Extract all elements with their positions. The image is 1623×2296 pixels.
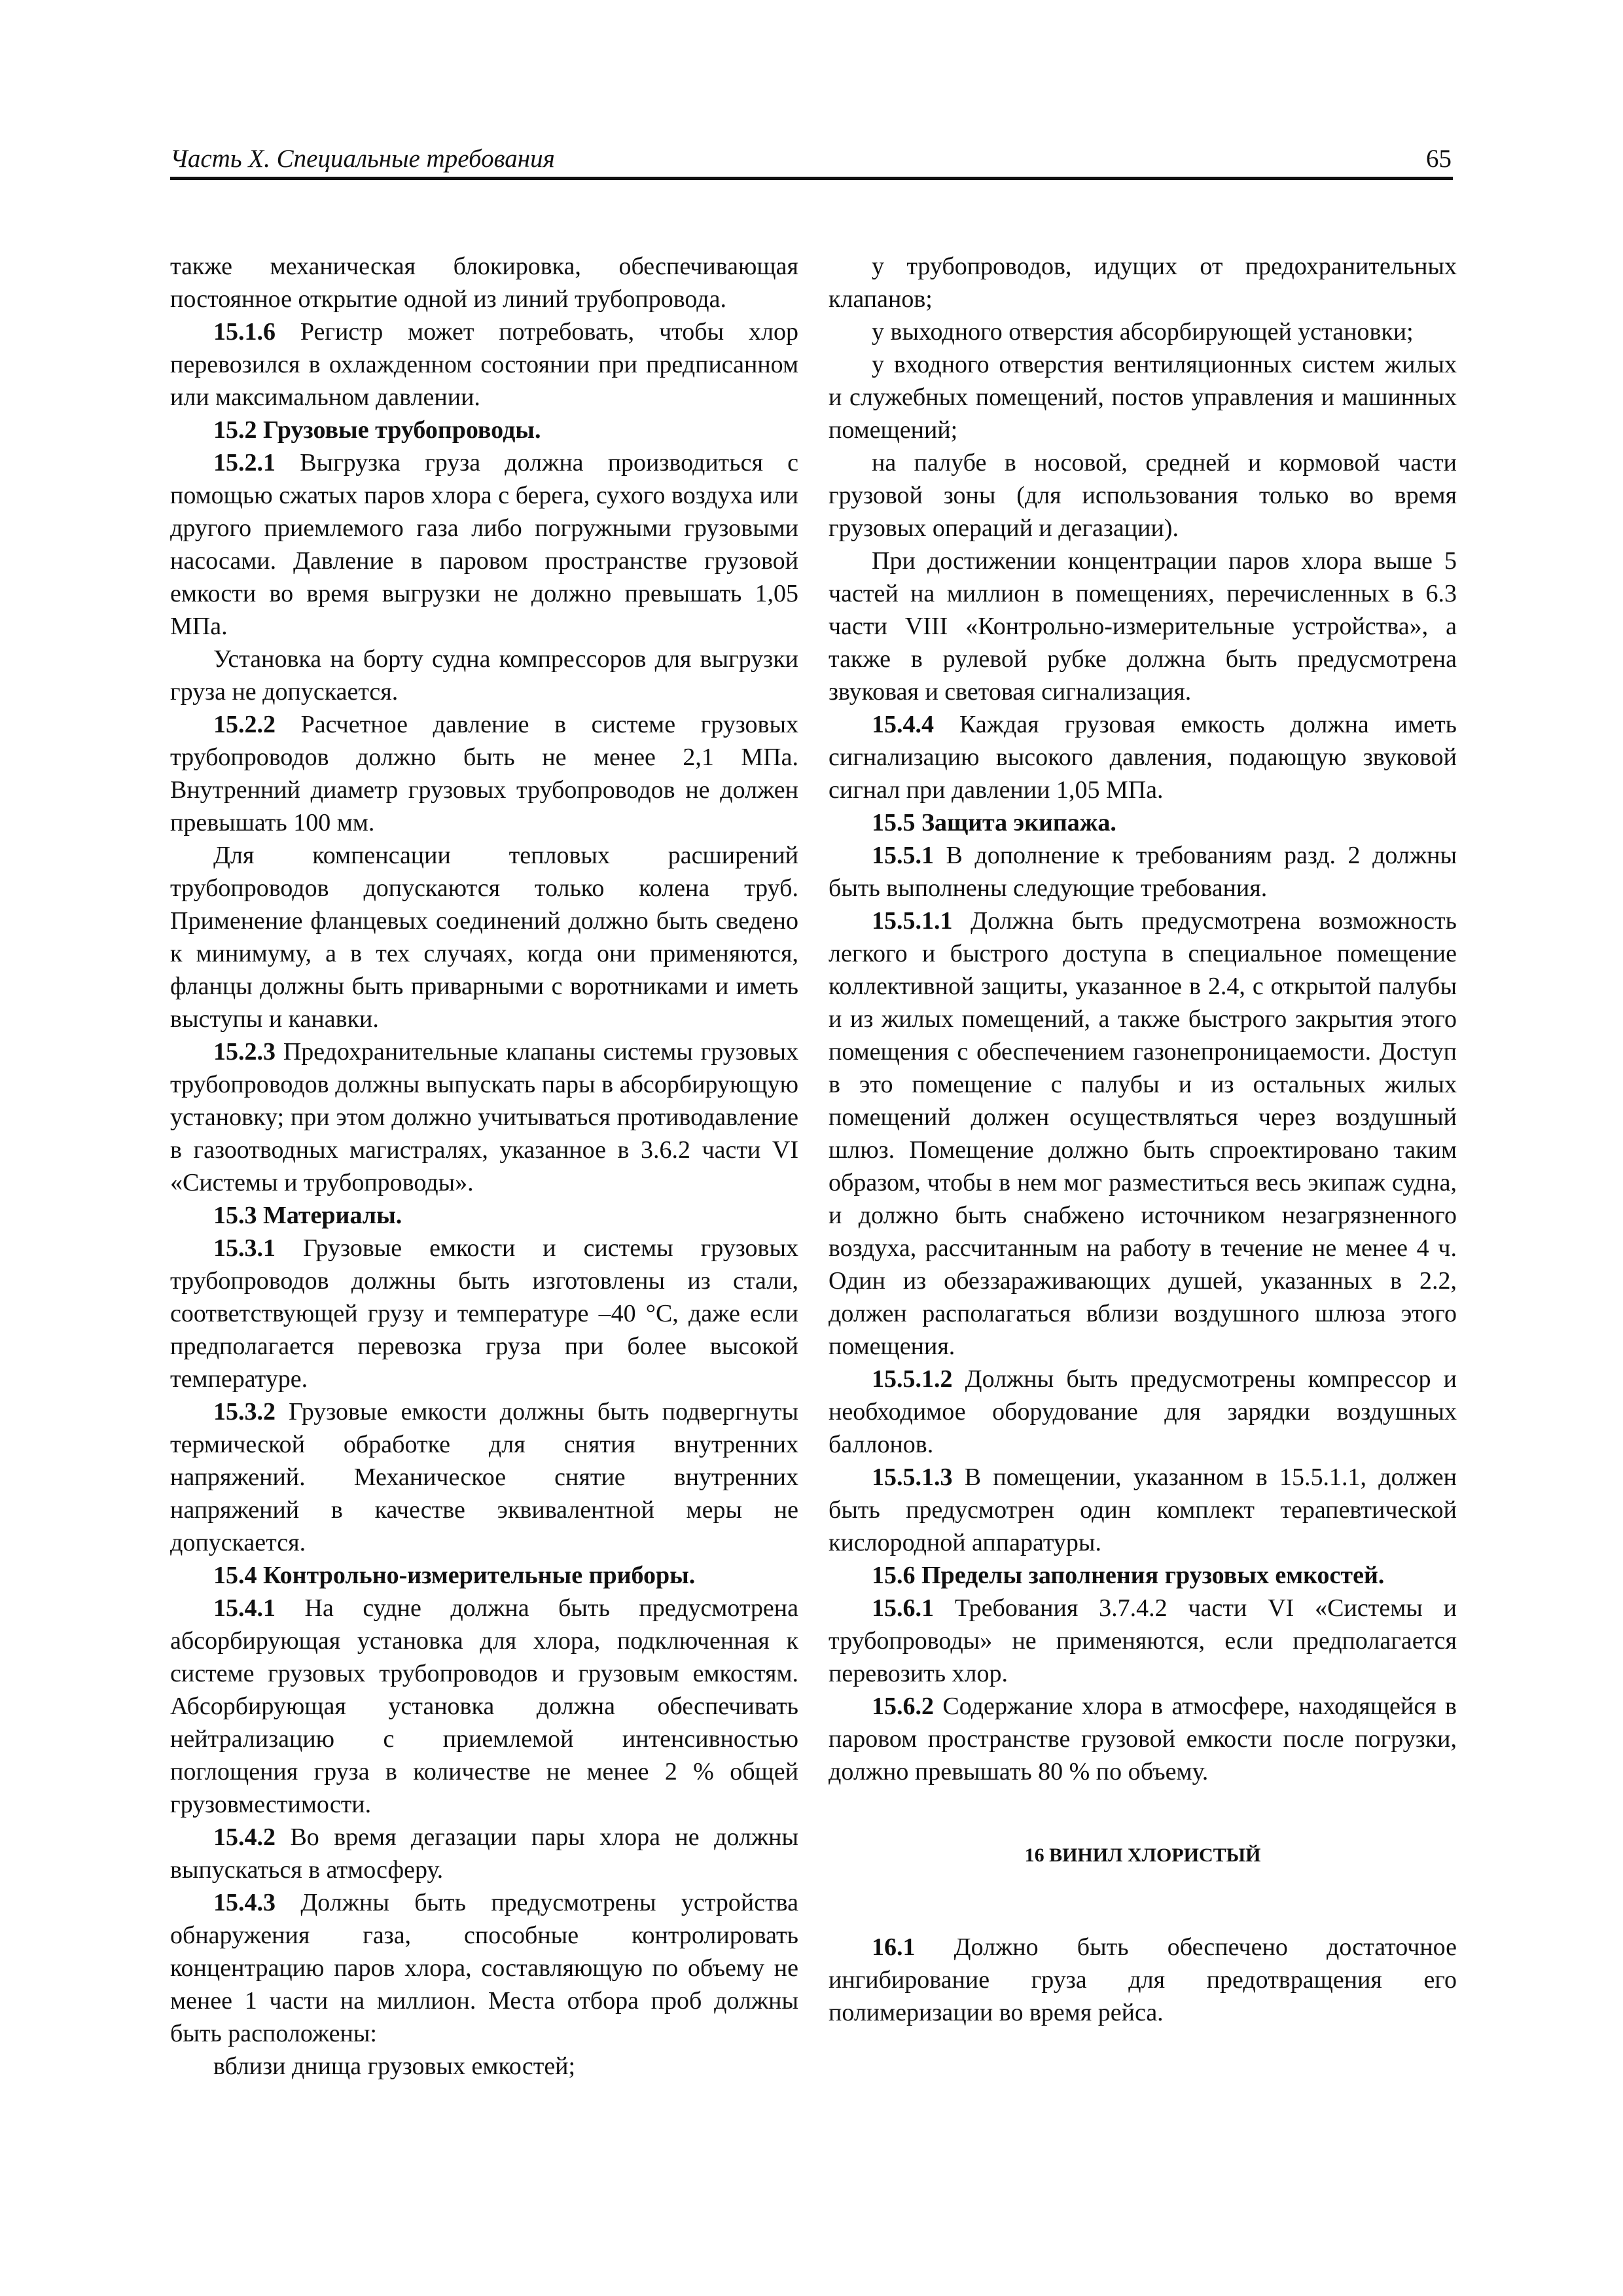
paragraph: у выходного отверстия абсорбирующей установки;: [872, 318, 1414, 346]
paragraph: 15.5.1.2 Должны быть предусмотрены компрессор и необходимое оборудование для зарядки воздушных баллонов.: [829, 1365, 1457, 1458]
left-column: [170, 250, 798, 2083]
paragraph: 15.3.2 Грузовые емкости должны быть подвергнуты термической обработке для снятия внутренних напряжений. Механическое снятие внутренних напряжений в качестве эквивалентной меры не допускается.: [170, 1398, 798, 1556]
page-number: 65: [1426, 145, 1452, 173]
paragraph: 15.5.1.3 В помещении, указанном в 15.5.1.1, должен быть предусмотрен один комплект терапевтической кислородной аппаратуры.: [829, 1463, 1457, 1556]
paragraph: на палубе в носовой, средней и кормовой части грузовой зоны (для использования только во время грузовых операций и дегазации).: [829, 449, 1457, 542]
paragraph: 15.3.1 Грузовые емкости и системы грузовых трубопроводов должны быть изготовлены из стали, соответствующей грузу и температуре –40 °С, даже если предполагается перевозка груза при более высокой температуре.: [170, 1234, 798, 1393]
paragraph: у трубопроводов, идущих от предохранительных клапанов;: [829, 253, 1457, 313]
paragraph: 15.2.2 Расчетное давление в системе грузовых трубопроводов должно быть не менее 2,1 МПа. Внутренний диаметр грузовых трубопроводов не должен превышать 100 мм.: [170, 711, 798, 836]
paragraph: 15.4.1 На судне должна быть предусмотрена абсорбирующая установка для хлора, подключенная к системе грузовых трубопроводов и грузовым емкостям. Абсорбирующая установка должна обеспечивать нейтрализацию с приемлемой интенсивностью поглощения груза в количестве не менее 2 % общей грузовместимости.: [170, 1594, 798, 1818]
paragraph: 15.2.1 Выгрузка груза должна производиться с помощью сжатых паров хлора с берега, сухого воздуха или другого приемлемого газа либо погружными грузовыми насосами. Давление в паровом пространстве грузовой емкости во время выгрузки не должно превышать 1,05 МПа.: [170, 449, 798, 640]
section-heading-15-6: 15.6 Пределы заполнения грузовых емкостей.: [872, 1562, 1385, 1589]
paragraph: 15.5.1 В дополнение к требованиям разд. 2 должны быть выполнены следующие требования.: [829, 842, 1457, 902]
paragraph: Для компенсации тепловых расширений трубопроводов допускаются только колена труб. Применение фланцевых соединений должно быть сведено к минимуму, а в тех случаях, когда они применяются, фланцы должны быть приварными с воротниками и иметь выступы и канавки.: [170, 842, 798, 1033]
section-heading-15-4: 15.4 Контрольно-измерительные приборы.: [213, 1562, 696, 1589]
paragraph: 15.4.2 Во время дегазации пары хлора не должны выпускаться в атмосферу.: [170, 1823, 798, 1884]
header-title: Часть X. Специальные требования: [170, 145, 555, 173]
paragraph: 15.4.4 Каждая грузовая емкость должна иметь сигнализацию высокого давления, подающую звуковой сигнал при давлении 1,05 МПа.: [829, 711, 1457, 804]
paragraph: 16.1 Должно быть обеспечено достаточное ингибирование груза для предотвращения его полимеризации во время рейса.: [829, 1933, 1457, 2026]
paragraph: 15.6.2 Содержание хлора в атмосфере, находящейся в паровом пространстве грузовой емкости после погрузки, должно превышать 80 % по объему.: [829, 1693, 1457, 1785]
chapter-heading-16: 16 ВИНИЛ ХЛОРИСТЫЙ: [1024, 1844, 1261, 1866]
paragraph: Установка на борту судна компрессоров для выгрузки груза не допускается.: [170, 645, 798, 706]
paragraph: 15.5.1.1 Должна быть предусмотрена возможность легкого и быстрого доступа в специальное помещение коллективной защиты, указанное в 2.4, с открытой палубы и из жилых помещений, а также быстрого закрытия этого помещения с обеспечением газонепроницаемости. Доступ в это помещение с палубы и из остальных жилых помещений должен осуществляться через воздушный шлюз. Помещение должно быть спроектировано таким образом, чтобы в нем мог разместиться весь экипаж судна, и должно быть снабжено источником незагрязненного воздуха, рассчитанным на работу в течение не менее 4 ч. Один из обеззараживающих душей, указанных в 2.2, должен располагаться вблизи воздушного шлюза этого помещения.: [829, 907, 1457, 1360]
paragraph: 15.1.6 Регистр может потребовать, чтобы хлор перевозился в охлажденном состоянии при предписанном или максимальном давлении.: [170, 318, 798, 411]
paragraph: у входного отверстия вентиляционных систем жилых и служебных помещений, постов управления и машинных помещений;: [829, 351, 1457, 444]
paragraph: вблизи днища грузовых емкостей;: [213, 2053, 576, 2080]
section-heading-15-3: 15.3 Материалы.: [213, 1202, 402, 1229]
right-column: [829, 250, 1457, 2029]
paragraph: также механическая блокировка, обеспечивающая постоянное открытие одной из линий трубопровода.: [170, 253, 798, 313]
paragraph: 15.2.3 Предохранительные клапаны системы грузовых трубопроводов должны выпускать пары в абсорбирующую установку; при этом должно учитываться противодавление в газоотводных магистралях, указанное в 3.6.2 части VI «Системы и трубопроводы».: [170, 1038, 798, 1196]
section-heading-15-5: 15.5 Защита экипажа.: [872, 809, 1116, 836]
running-header: [170, 143, 1453, 180]
paragraph: 15.4.3 Должны быть предусмотрены устройства обнаружения газа, способные контролировать концентрацию паров хлора, составляющую по объему не менее 1 части на миллион. Места отбора проб должны быть расположены:: [170, 1889, 798, 2047]
paragraph: При достижении концентрации паров хлора выше 5 частей на миллион в помещениях, перечисленных в 6.3 части VIII «Контрольно-измерительные устройства», а также в рулевой рубке должна быть предусмотрена звуковая и световая сигнализация.: [829, 547, 1457, 706]
paragraph: 15.6.1 Требования 3.7.4.2 части VI «Системы и трубопроводы» не применяются, если предполагается перевозить хлор.: [829, 1594, 1457, 1687]
section-heading-15-2: 15.2 Грузовые трубопроводы.: [213, 416, 541, 444]
